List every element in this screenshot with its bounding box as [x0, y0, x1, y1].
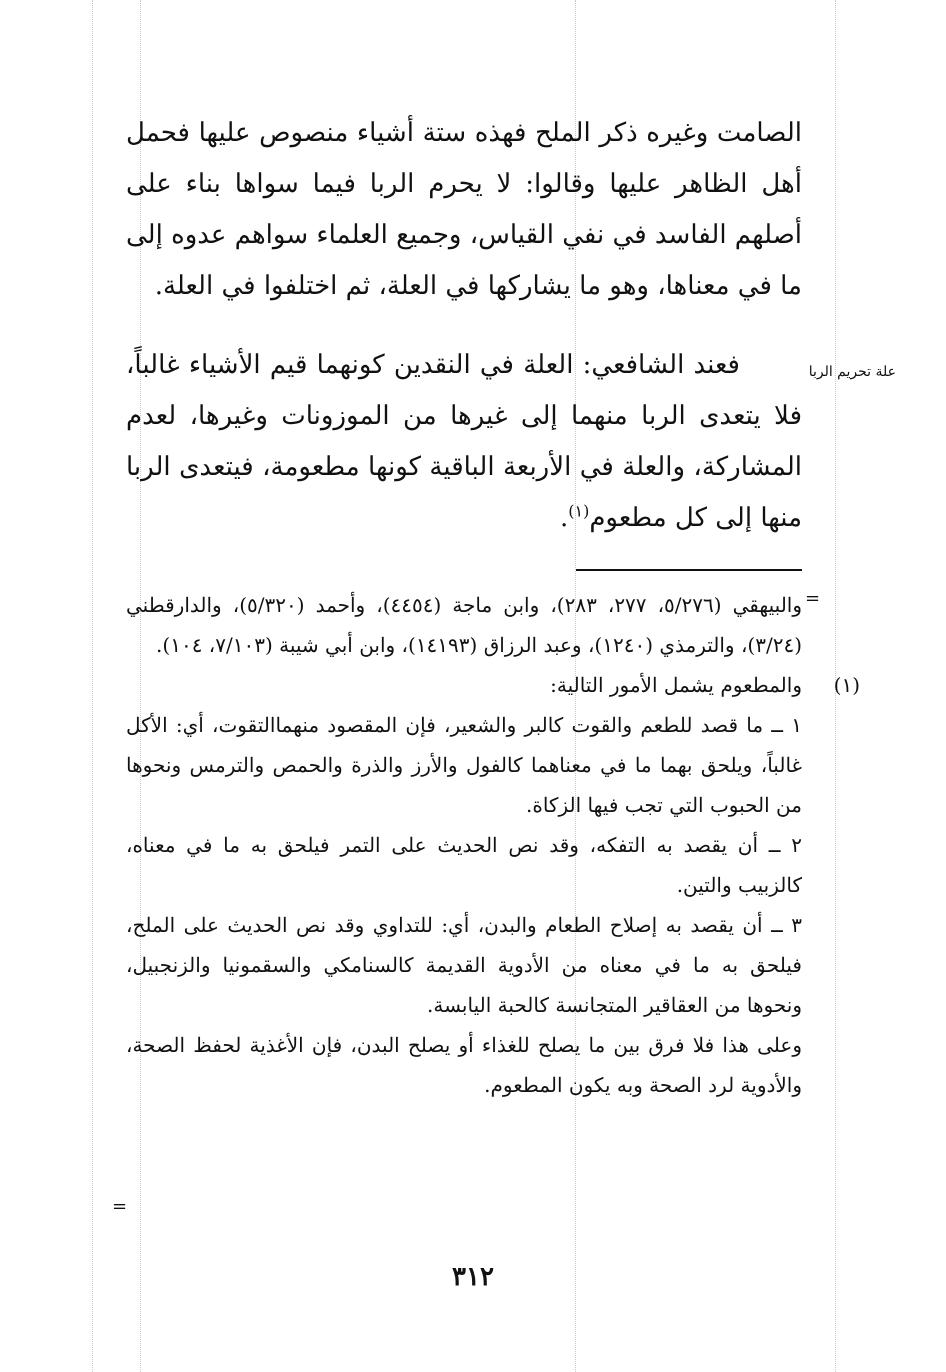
continuation-marker-bottom: =	[112, 1196, 128, 1217]
scan-line	[92, 0, 93, 1372]
paragraph-2-text: فعند الشافعي: العلة في النقدين كونهما قيم الأشياء غالباً، فلا يتعدى الربا منهما إلى غيرها من الموزونات وغيرها، لعدم المشاركة، والعلة في الأربعة الباقية كونها مطعومة، فيتعدى الربا منها إلى كل مطعوم	[126, 350, 802, 533]
footnote-1-intro-row	[126, 665, 860, 705]
margin-note: علة تحريم الربا	[808, 364, 896, 380]
page-number: ٣١٢	[452, 1262, 494, 1292]
footnote-1-intro: والمطعوم يشمل الأمور التالية:	[550, 673, 802, 697]
continuation-marker-top: =	[805, 588, 821, 609]
main-text	[126, 108, 802, 544]
footnotes	[126, 585, 860, 1105]
footnote-1-item-2: ٢ ــ أن يقصد به التفكه، وقد نص الحديث على التمر فيلحق به ما في معناه، كالزبيب والتين.	[126, 833, 802, 897]
footnote-continuation: والبيهقي (٥/٢٧٦، ٢٧٧، ٢٨٣)، وابن ماجة (٤٤٥٤)، وأحمد (٥/٣٢٠)، والدارقطني (٣/٢٤)، والترمذي (١٢٤٠)، وعبد الرزاق (١٤١٩٣)، وابن أبي شيبة (٧/١٠٣، ١٠٤).	[126, 593, 802, 657]
footnote-1-number: (١)	[833, 673, 860, 697]
footnote-separator	[576, 569, 802, 571]
footnote-ref-1[interactable]: (١)	[568, 501, 590, 521]
footnote-1-closing: وعلى هذا فلا فرق بين ما يصلح للغذاء أو يصلح البدن، فإن الأغذية لحفظ الصحة، والأدوية لرد الصحة وبه يكون المطعوم.	[126, 1033, 802, 1097]
paragraph-1: الصامت وغيره ذكر الملح فهذه ستة أشياء منصوص عليها فحمل أهل الظاهر عليها وقالوا: لا يحرم الربا فيما سواها بناء على أصلهم الفاسد في نفي القياس، وجميع العلماء سواهم عدوه إلى ما في معناها، وهو ما يشاركها في العلة، ثم اختلفوا في العلة.	[125, 118, 802, 301]
paragraph-2-end: .	[559, 503, 569, 533]
paragraph-2	[126, 340, 802, 544]
footnote-1-item-1: ١ ــ ما قصد للطعم والقوت كالبر والشعير، فإن المقصود منهماالتقوت، أي: الأكل غالباً، ويلحق بهما ما في معناهما كالفول والأرز والذرة والحمص والترمس ونحوها من الحبوب التي تجب فيها الزكاة.	[126, 713, 802, 817]
footnote-1-item-3: ٣ ــ أن يقصد به إصلاح الطعام والبدن، أي: للتداوي وقد نص الحديث على الملح، فيلحق به ما في معناه من الأدوية القديمة كالسنامكي والسقمونيا والزنجبيل، ونحوها من العقاقير المتجانسة كالحبة اليابسة.	[126, 913, 802, 1017]
